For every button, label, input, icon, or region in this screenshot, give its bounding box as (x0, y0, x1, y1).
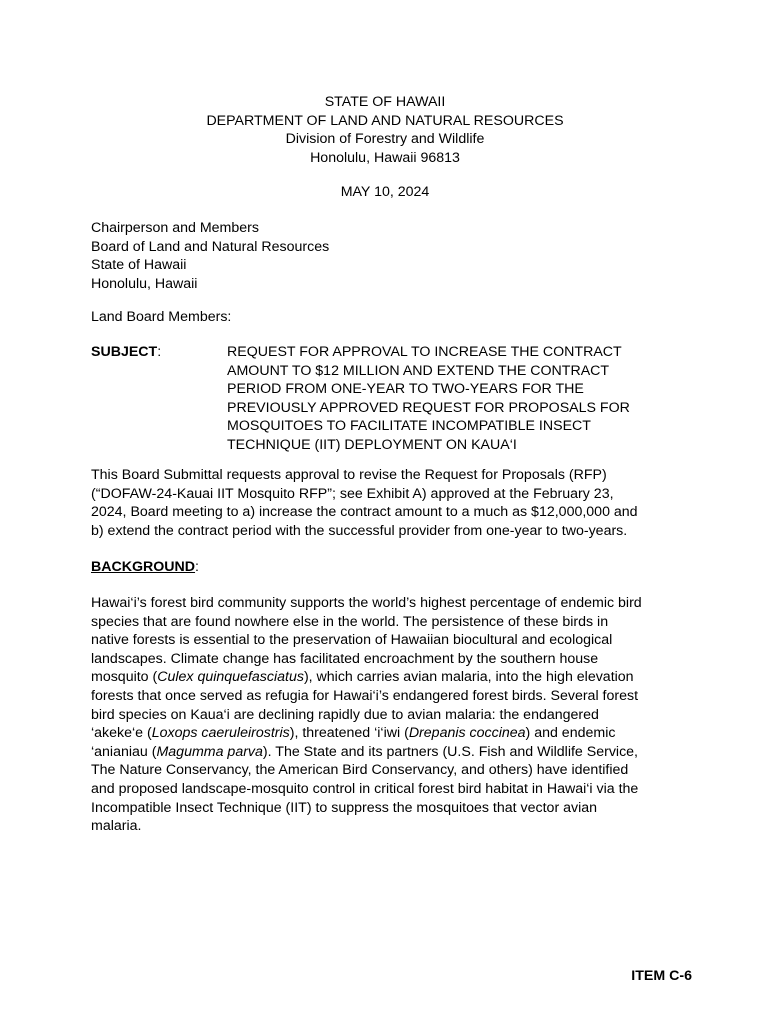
letterhead (0, 93, 770, 167)
text-run: ), which carries avian malaria, into the high elevation (303, 669, 634, 686)
background-line: species that are found nowhere else in the world. The persistence of these birds in (91, 613, 609, 630)
background-line: native forests is essential to the preservation of Hawaiian biocultural and ecological (91, 632, 613, 649)
text-run: ). The State and its partners (U.S. Fish and Wildlife Service, (262, 743, 638, 760)
letterhead-state: STATE OF HAWAII (324, 94, 446, 110)
addressee-line: Chairperson and Members (91, 220, 259, 236)
intro-line: (“DOFAW-24-Kauai IIT Mosquito RFP”; see Exhibit A) approved at the February 23, (91, 485, 614, 502)
text-run: ‘akeke‘e ( (91, 725, 152, 742)
background-line: malaria. (91, 818, 142, 835)
letterhead-department: DEPARTMENT OF LAND AND NATURAL RESOURCES (206, 112, 564, 129)
salutation: Land Board Members: (91, 309, 232, 325)
background-line (91, 724, 691, 743)
subject-text (227, 343, 687, 455)
background-line: bird species on Kaua‘i are declining rapidly due to avian malaria: the endangered (91, 706, 599, 723)
text-run: mosquito ( (91, 669, 158, 686)
subject-line: MOSQUITOES TO FACILITATE INCOMPATIBLE INSECT (227, 418, 591, 435)
background-line: forests that once served as refugia for Hawai‘i’s endangered forest birds. Several forest (91, 687, 639, 704)
background-heading-text: BACKGROUND (91, 559, 196, 575)
subject-label-text: SUBJECT (91, 344, 158, 360)
background-line: The Nature Conservancy, the American Bird Conservancy, and others) have identified (91, 762, 629, 779)
intro-paragraph (91, 466, 691, 540)
text-run: ) and endemic (525, 725, 616, 742)
intro-line: b) extend the contract period with the successful provider from one-year to two-years. (91, 522, 628, 539)
subject-line: REQUEST FOR APPROVAL TO INCREASE THE CONTRACT (227, 344, 622, 360)
background-paragraph (91, 594, 691, 836)
background-line: Incompatible Insect Technique (IIT) to suppress the mosquitoes that vector avian (91, 799, 598, 816)
letterhead-city: Honolulu, Hawaii 96813 (310, 149, 460, 166)
subject-line: PERIOD FROM ONE-YEAR TO TWO-YEARS FOR THE (227, 381, 584, 398)
background-heading-colon: : (195, 559, 199, 575)
background-line (91, 743, 691, 762)
background-heading (91, 558, 199, 577)
species-name: Magumma parva (156, 743, 263, 760)
addressee-line: Board of Land and Natural Resources (91, 238, 330, 255)
addressee-line: State of Hawaii (91, 257, 187, 274)
item-number: ITEM C-6 (631, 968, 692, 984)
background-line: and proposed landscape-mosquito control in critical forest bird habitat in Hawai‘i via the (91, 780, 639, 797)
letterhead-division: Division of Forestry and Wildlife (285, 131, 485, 148)
text-run: ‘anianiau ( (91, 743, 157, 760)
subject-line: AMOUNT TO $12 MILLION AND EXTEND THE CONTRACT (227, 362, 610, 379)
background-line: Hawai‘i’s forest bird community supports the world’s highest percentage of endemic bird (91, 595, 642, 611)
subject-label-colon: : (157, 344, 162, 360)
addressee-block (91, 219, 329, 293)
document-date: MAY 10, 2024 (340, 184, 430, 200)
species-name: Culex quinquefasciatus (157, 669, 304, 686)
subject-label (91, 343, 161, 362)
species-name: Loxops caeruleirostris (151, 725, 290, 742)
species-name: Drepanis coccinea (408, 725, 526, 742)
text-run: ), threatened ‘i‘iwi ( (289, 725, 409, 742)
subject-line: TECHNIQUE (IIT) DEPLOYMENT ON KAUA‘I (227, 436, 517, 453)
intro-line: This Board Submittal requests approval to revise the Request for Proposals (RFP) (91, 467, 607, 483)
intro-line: 2024, Board meeting to a) increase the contract amount to a much as $12,000,000 and (91, 504, 638, 521)
subject-line: PREVIOUSLY APPROVED REQUEST FOR PROPOSALS FOR (227, 399, 630, 416)
addressee-line: Honolulu, Hawaii (91, 275, 198, 292)
background-line: landscapes. Climate change has facilitated encroachment by the southern house (91, 650, 599, 667)
background-line (91, 668, 691, 687)
